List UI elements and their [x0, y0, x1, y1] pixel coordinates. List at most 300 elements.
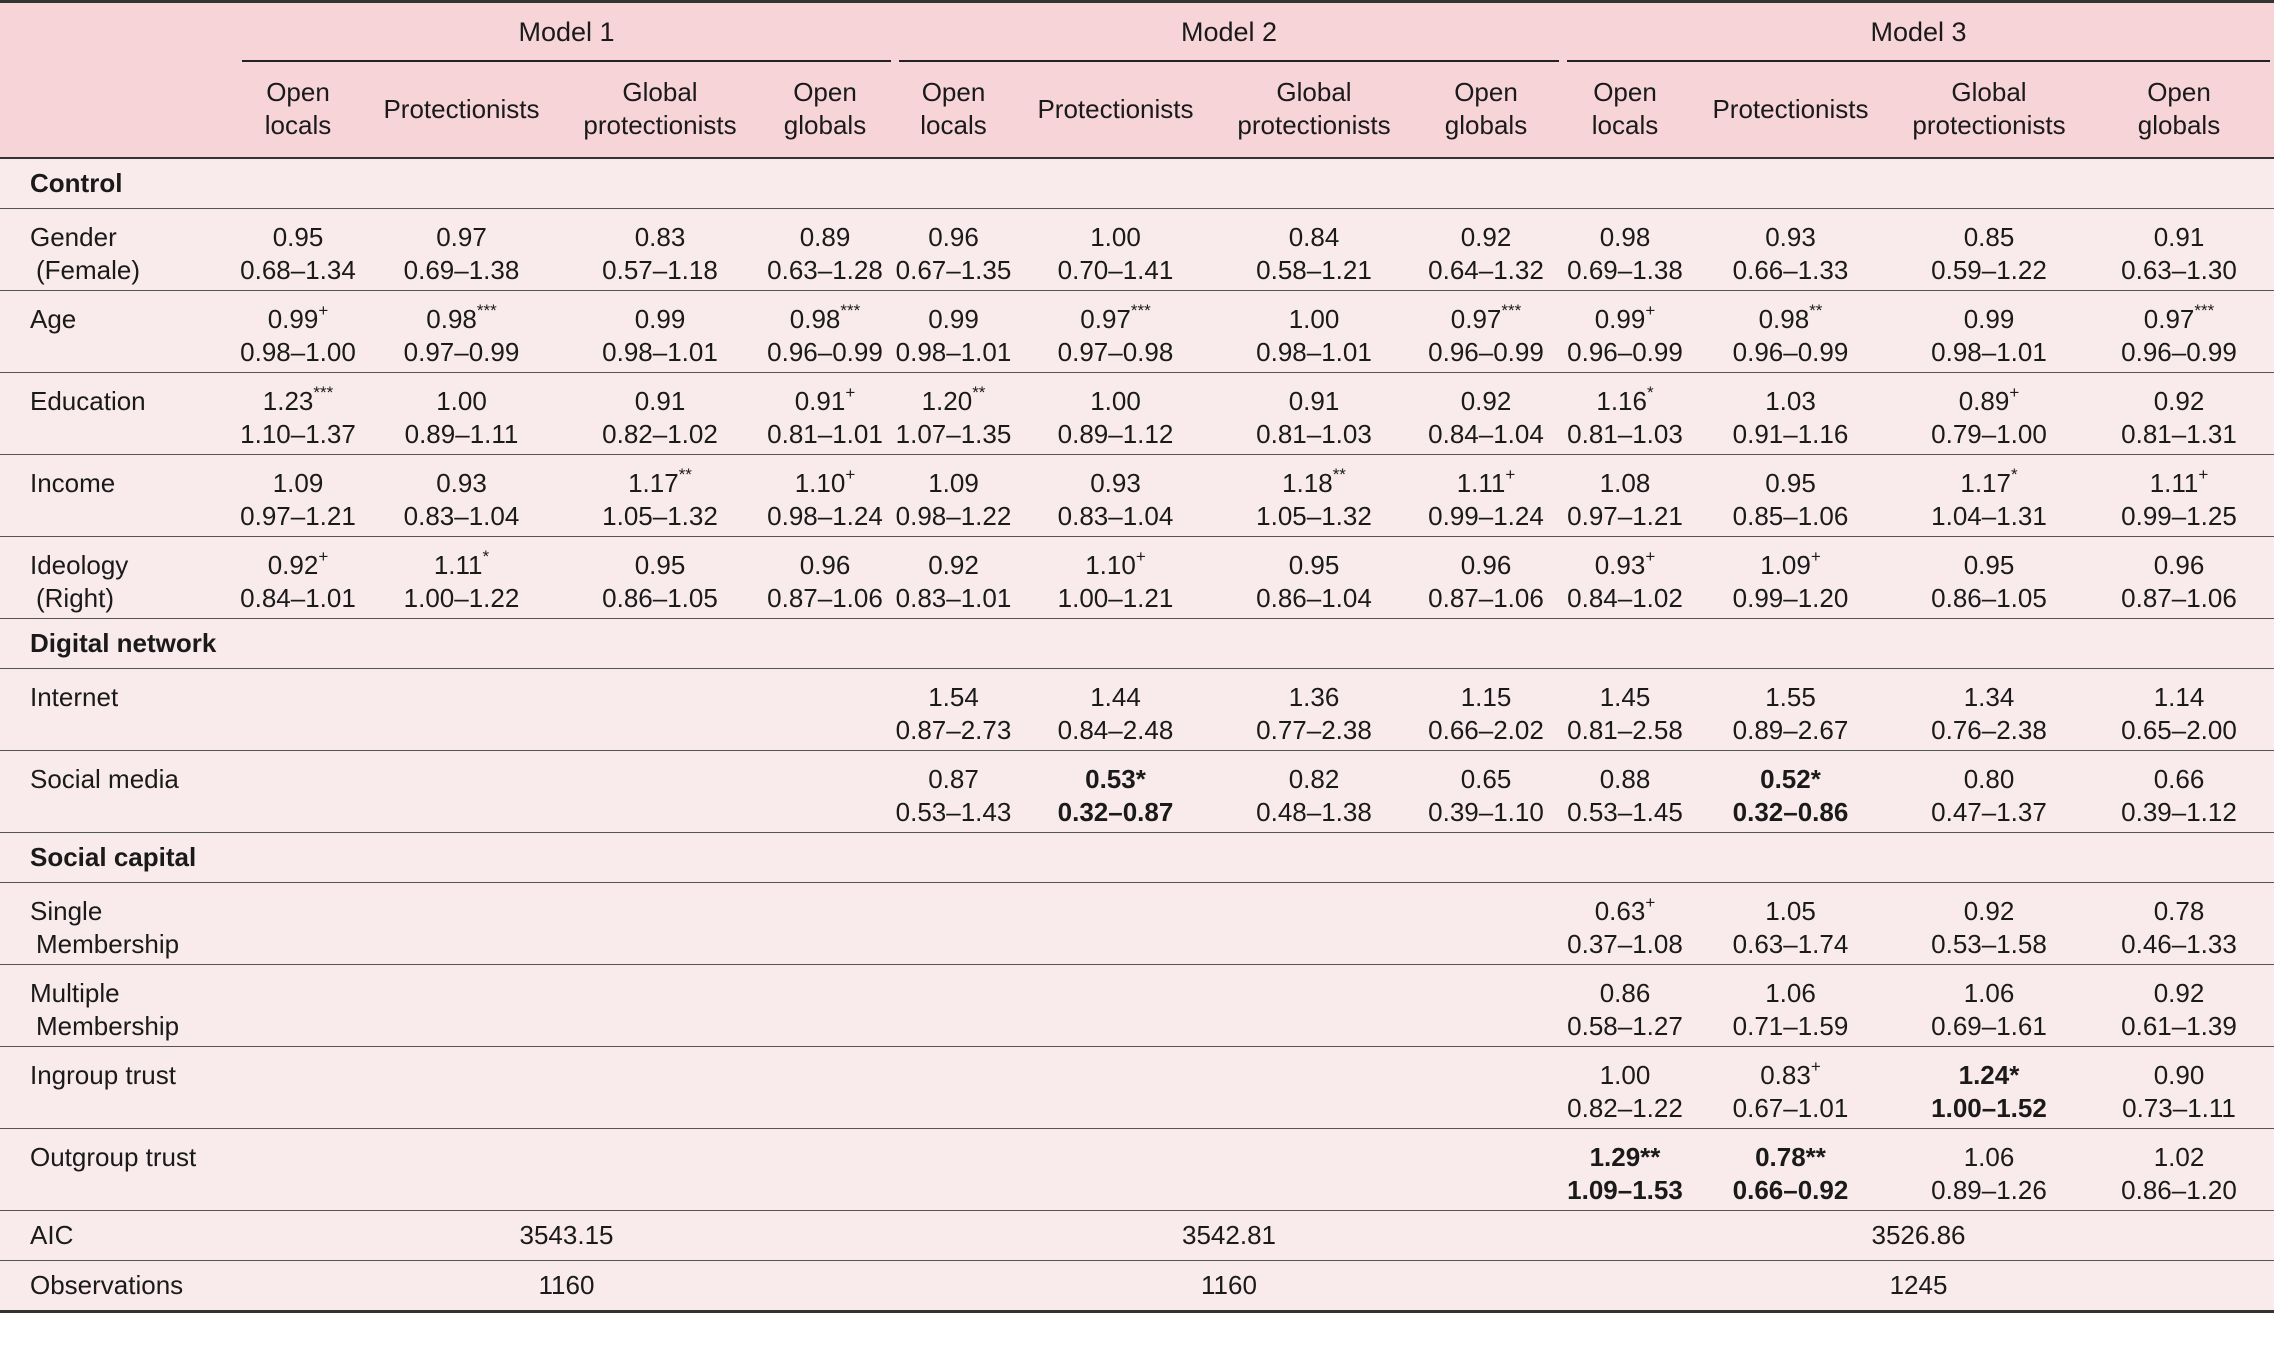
cell-estimate — [1894, 681, 2084, 714]
estimate-value: 0.98 — [426, 304, 477, 334]
significance-marker: + — [1645, 301, 1656, 321]
table-cell — [895, 965, 1012, 1047]
estimate-value: 0.97 — [436, 222, 487, 252]
table-cell — [1894, 965, 2084, 1047]
cell-estimate — [358, 385, 565, 418]
confidence-interval: 0.76–2.38 — [1931, 715, 2047, 745]
cell-estimate — [1409, 763, 1563, 796]
estimate-value: 1.15 — [1460, 682, 1512, 712]
stat-value: 3526.86 — [1563, 1211, 2274, 1261]
significance-marker: + — [845, 383, 856, 403]
table-cell — [755, 965, 895, 1047]
table-cell — [1687, 1129, 1894, 1211]
cell-estimate — [1219, 303, 1409, 336]
confidence-interval: 0.86–1.04 — [1256, 583, 1372, 613]
estimate-value: 0.92 — [2153, 386, 2205, 416]
table-cell — [238, 291, 358, 373]
table-cell — [358, 537, 565, 619]
table-header — [0, 2, 2274, 159]
table-cell — [1409, 537, 1563, 619]
section-title: Social capital — [0, 833, 2274, 883]
row-label — [0, 373, 238, 455]
table-cell — [565, 965, 755, 1047]
table-cell — [755, 209, 895, 291]
estimate-value: 0.53 — [1085, 764, 1136, 794]
significance-marker: *** — [1501, 301, 1522, 321]
table-row — [0, 965, 2274, 1047]
table-cell — [358, 1129, 565, 1211]
cell-estimate — [1563, 549, 1687, 582]
table-cell — [895, 537, 1012, 619]
estimate-value: 1.05 — [1765, 896, 1816, 926]
estimate-value: 0.97 — [1080, 304, 1131, 334]
table-cell — [1563, 751, 1687, 833]
table-cell — [1894, 455, 2084, 537]
estimate-value: 1.08 — [1599, 468, 1651, 498]
row-label-line: Age — [30, 304, 77, 334]
cell-estimate — [1012, 681, 1219, 714]
confidence-interval: 1.00–1.22 — [403, 583, 520, 613]
table-cell — [1012, 669, 1219, 751]
cell-estimate — [1894, 763, 2084, 796]
estimate-value: 0.93 — [1090, 468, 1141, 498]
confidence-interval: 0.70–1.41 — [1057, 255, 1174, 285]
estimate-value: 1.10 — [1085, 550, 1136, 580]
confidence-interval: 0.63–1.30 — [2121, 255, 2237, 285]
confidence-interval: 0.37–1.08 — [1567, 929, 1683, 959]
confidence-interval: 0.81–2.58 — [1567, 715, 1683, 745]
table-cell — [238, 373, 358, 455]
confidence-interval: 0.81–1.03 — [1256, 419, 1372, 449]
cell-estimate — [1687, 1141, 1894, 1174]
row-label — [0, 1047, 238, 1129]
estimate-value: 0.90 — [2153, 1060, 2205, 1090]
estimate-value: 1.11 — [2149, 468, 2199, 498]
table-cell — [238, 965, 358, 1047]
table-cell — [238, 537, 358, 619]
column-header — [238, 61, 358, 158]
estimate-value: 0.83 — [634, 222, 686, 252]
estimate-value: 0.92 — [2153, 978, 2205, 1008]
table-cell — [1012, 455, 1219, 537]
confidence-interval: 1.04–1.31 — [1931, 501, 2047, 531]
table-cell — [895, 209, 1012, 291]
table-cell — [1563, 373, 1687, 455]
cell-estimate — [358, 221, 565, 254]
table-cell — [895, 669, 1012, 751]
confidence-interval: 0.71–1.59 — [1732, 1011, 1849, 1041]
confidence-interval: 0.73–1.11 — [2122, 1093, 2236, 1123]
table-cell — [755, 291, 895, 373]
table-cell — [2084, 455, 2274, 537]
table-cell — [238, 751, 358, 833]
estimate-value: 0.96 — [2153, 550, 2205, 580]
table-cell — [358, 209, 565, 291]
confidence-interval: 0.97–0.98 — [1057, 337, 1174, 367]
table-cell — [1687, 209, 1894, 291]
cell-estimate — [755, 221, 895, 254]
confidence-interval: 0.89–2.67 — [1732, 715, 1849, 745]
cell-estimate — [565, 303, 755, 336]
table-cell — [1409, 373, 1563, 455]
table-row — [0, 373, 2274, 455]
row-label — [0, 1129, 238, 1211]
column-header-line: locals — [1591, 110, 1659, 140]
row-label-line: Single — [30, 896, 103, 926]
cell-estimate — [895, 549, 1012, 582]
table-cell — [1894, 209, 2084, 291]
cell-estimate — [2084, 467, 2274, 500]
confidence-interval: 0.69–1.38 — [1567, 255, 1683, 285]
cell-estimate — [2084, 385, 2274, 418]
confidence-interval: 0.99–1.20 — [1732, 583, 1849, 613]
table-cell — [895, 1129, 1012, 1211]
table-cell — [1894, 373, 2084, 455]
table-row — [0, 751, 2274, 833]
table-cell — [1012, 965, 1219, 1047]
cell-estimate — [358, 549, 565, 582]
column-header-line: globals — [783, 110, 867, 140]
estimate-value: 0.97 — [1450, 304, 1502, 334]
cell-estimate — [1012, 221, 1219, 254]
column-header-row — [0, 61, 2274, 158]
table-cell — [1409, 209, 1563, 291]
significance-marker: + — [318, 301, 329, 321]
column-header — [1409, 61, 1563, 158]
confidence-interval: 0.89–1.11 — [404, 419, 519, 449]
estimate-value: 0.88 — [1599, 764, 1651, 794]
estimate-value: 1.20 — [921, 386, 973, 416]
confidence-interval: 0.97–1.21 — [240, 501, 356, 531]
estimate-value: 1.02 — [2153, 1142, 2205, 1172]
row-label-line: Ideology — [30, 550, 129, 580]
estimate-value: 0.96 — [799, 550, 851, 580]
significance-marker: + — [2198, 465, 2209, 485]
confidence-interval: 0.81–1.03 — [1567, 419, 1683, 449]
cell-estimate — [1409, 467, 1563, 500]
table-cell — [755, 669, 895, 751]
cell-estimate — [1687, 681, 1894, 714]
cell-estimate — [1219, 385, 1409, 418]
confidence-interval: 0.98–1.22 — [895, 501, 1012, 531]
confidence-interval: 0.39–1.10 — [1428, 797, 1544, 827]
row-label — [0, 883, 238, 965]
confidence-interval: 0.96–0.99 — [1732, 337, 1849, 367]
table-cell — [1012, 537, 1219, 619]
table-cell — [755, 537, 895, 619]
table-row — [0, 291, 2274, 373]
stat-value: 1160 — [238, 1261, 895, 1312]
column-header — [1894, 61, 2084, 158]
cell-estimate — [358, 303, 565, 336]
row-label — [0, 209, 238, 291]
estimate-value: 0.83 — [1760, 1060, 1811, 1090]
cell-estimate — [895, 221, 1012, 254]
column-header-line: Open — [793, 77, 857, 107]
estimate-value: 1.00 — [1599, 1060, 1651, 1090]
section-header-row — [0, 158, 2274, 209]
stat-label: AIC — [0, 1211, 238, 1261]
table-cell — [1219, 455, 1409, 537]
confidence-interval: 0.98–1.01 — [602, 337, 718, 367]
cell-estimate — [895, 763, 1012, 796]
estimate-value: 0.78 — [1755, 1142, 1806, 1172]
significance-marker: + — [318, 547, 329, 567]
confidence-interval: 0.81–1.31 — [2121, 419, 2237, 449]
table-cell — [2084, 669, 2274, 751]
estimate-value: 0.78 — [2153, 896, 2205, 926]
significance-marker: * — [1810, 764, 1821, 794]
cell-estimate — [1687, 763, 1894, 796]
confidence-interval: 0.67–1.35 — [895, 255, 1012, 285]
table-cell — [1409, 455, 1563, 537]
cell-estimate — [755, 385, 895, 418]
confidence-interval: 0.99–1.24 — [1428, 501, 1544, 531]
column-header-line: Global — [1951, 77, 2027, 107]
model-label: Model 3 — [1870, 16, 1967, 47]
estimate-value: 0.99 — [1963, 304, 2015, 334]
estimate-value: 0.91 — [1288, 386, 1340, 416]
estimate-value: 0.98 — [789, 304, 841, 334]
cell-estimate — [2084, 1059, 2274, 1092]
table-cell — [358, 669, 565, 751]
estimate-value: 0.99 — [634, 304, 686, 334]
cell-estimate — [238, 221, 358, 254]
row-label — [0, 669, 238, 751]
estimate-value: 0.89 — [799, 222, 851, 252]
estimate-value: 1.55 — [1765, 682, 1816, 712]
table-cell — [358, 455, 565, 537]
confidence-interval: 1.00–1.52 — [1931, 1093, 2047, 1123]
cell-estimate — [895, 385, 1012, 418]
table-cell — [1219, 1129, 1409, 1211]
confidence-interval: 0.63–1.28 — [767, 255, 883, 285]
column-header-line: Open — [1593, 77, 1657, 107]
table-cell — [565, 883, 755, 965]
estimate-value: 1.00 — [1090, 222, 1141, 252]
significance-marker: *** — [840, 301, 861, 321]
table-cell — [1687, 751, 1894, 833]
cell-estimate — [1219, 467, 1409, 500]
table-cell — [1563, 455, 1687, 537]
cell-estimate — [1409, 549, 1563, 582]
table-row — [0, 209, 2274, 291]
confidence-interval: 0.96–0.99 — [767, 337, 883, 367]
estimate-value: 0.87 — [928, 764, 979, 794]
confidence-interval: 0.47–1.37 — [1931, 797, 2047, 827]
estimate-value: 0.82 — [1288, 764, 1340, 794]
table-cell — [565, 669, 755, 751]
table-cell — [1687, 1047, 1894, 1129]
cell-estimate — [1563, 895, 1687, 928]
table-cell — [1687, 669, 1894, 751]
table-cell — [565, 209, 755, 291]
row-label-line: Social media — [30, 764, 179, 794]
model-label: Model 1 — [518, 16, 615, 47]
significance-marker: *** — [313, 383, 334, 403]
table-cell — [2084, 1129, 2274, 1211]
confidence-interval: 0.83–1.04 — [1057, 501, 1174, 531]
cell-estimate — [895, 681, 1012, 714]
confidence-interval: 0.66–0.92 — [1732, 1175, 1849, 1205]
cell-estimate — [1687, 1059, 1894, 1092]
cell-estimate — [2084, 1141, 2274, 1174]
confidence-interval: 0.61–1.39 — [2121, 1011, 2237, 1041]
significance-marker: + — [1645, 547, 1656, 567]
table-cell — [358, 965, 565, 1047]
table-cell — [1687, 883, 1894, 965]
cell-estimate — [1012, 763, 1219, 796]
row-label — [0, 455, 238, 537]
row-label-line: Multiple — [30, 978, 120, 1008]
significance-marker: + — [1810, 1057, 1821, 1077]
confidence-interval: 1.00–1.21 — [1057, 583, 1174, 613]
table-cell — [1409, 751, 1563, 833]
table-row — [0, 455, 2274, 537]
confidence-interval: 0.53–1.43 — [895, 797, 1012, 827]
estimate-value: 0.99 — [267, 304, 319, 334]
table-cell — [238, 669, 358, 751]
table-cell — [1012, 209, 1219, 291]
table-cell — [1219, 1047, 1409, 1129]
table-cell — [1563, 537, 1687, 619]
significance-marker: * — [1135, 764, 1146, 794]
cell-estimate — [1894, 467, 2084, 500]
confidence-interval: 0.66–2.02 — [1428, 715, 1544, 745]
cell-estimate — [1687, 467, 1894, 500]
table-cell — [2084, 883, 2274, 965]
table-cell — [358, 291, 565, 373]
table-cell — [2084, 1047, 2274, 1129]
row-label-line: Gender — [30, 222, 117, 252]
confidence-interval: 0.91–1.16 — [1732, 419, 1849, 449]
table-cell — [1894, 1129, 2084, 1211]
estimate-value: 1.16 — [1596, 386, 1647, 416]
estimate-value: 1.00 — [1288, 304, 1340, 334]
cell-estimate — [1219, 763, 1409, 796]
confidence-interval: 0.87–1.06 — [767, 583, 883, 613]
estimate-value: 0.93 — [1765, 222, 1816, 252]
table-cell — [1219, 669, 1409, 751]
confidence-interval: 0.83–1.04 — [403, 501, 520, 531]
table-row — [0, 883, 2274, 965]
estimate-value: 0.96 — [928, 222, 979, 252]
confidence-interval: 0.84–1.02 — [1567, 583, 1683, 613]
significance-marker: + — [1505, 465, 1516, 485]
table-cell — [1894, 883, 2084, 965]
confidence-interval: 0.89–1.26 — [1931, 1175, 2047, 1205]
table-cell — [1894, 669, 2084, 751]
cell-estimate — [1894, 1059, 2084, 1092]
table-cell — [755, 751, 895, 833]
significance-marker: * — [2009, 1060, 2020, 1090]
significance-marker: *** — [476, 301, 497, 321]
table-cell — [1012, 373, 1219, 455]
header-blank-cell — [0, 2, 238, 62]
column-header-line: Protectionists — [383, 93, 540, 124]
table-cell — [1219, 537, 1409, 619]
estimate-value: 0.89 — [1958, 386, 2010, 416]
column-header — [1219, 61, 1409, 158]
cell-estimate — [238, 549, 358, 582]
significance-marker: ** — [1809, 301, 1823, 321]
significance-marker: + — [845, 465, 856, 485]
table-cell — [358, 1047, 565, 1129]
table-cell — [2084, 291, 2274, 373]
estimate-value: 1.06 — [1765, 978, 1816, 1008]
table-cell — [1563, 291, 1687, 373]
estimate-value: 0.92 — [1460, 386, 1512, 416]
cell-estimate — [1409, 681, 1563, 714]
estimate-value: 0.91 — [794, 386, 846, 416]
cell-estimate — [1687, 385, 1894, 418]
table-cell — [565, 1047, 755, 1129]
table-cell — [1687, 291, 1894, 373]
cell-estimate — [238, 467, 358, 500]
cell-estimate — [1012, 385, 1219, 418]
row-label-line: (Female) — [36, 255, 141, 285]
table-cell — [1687, 965, 1894, 1047]
section-title: Digital network — [0, 619, 2274, 669]
estimate-value: 1.09 — [1760, 550, 1811, 580]
significance-marker: * — [482, 547, 490, 567]
row-label — [0, 537, 238, 619]
significance-marker: + — [2009, 383, 2020, 403]
table-cell — [565, 537, 755, 619]
column-header — [755, 61, 895, 158]
confidence-interval: 0.86–1.05 — [1931, 583, 2047, 613]
estimate-value: 1.29 — [1589, 1142, 1641, 1172]
table-cell — [565, 373, 755, 455]
cell-estimate — [565, 221, 755, 254]
cell-estimate — [238, 385, 358, 418]
confidence-interval: 0.46–1.33 — [2121, 929, 2237, 959]
estimate-value: 0.63 — [1594, 896, 1646, 926]
table-cell — [755, 455, 895, 537]
confidence-interval: 0.58–1.27 — [1567, 1011, 1683, 1041]
table-cell — [2084, 965, 2274, 1047]
stat-label: Observations — [0, 1261, 238, 1312]
table-cell — [1012, 1047, 1219, 1129]
cell-estimate — [1563, 1141, 1687, 1174]
column-header — [565, 61, 755, 158]
estimate-value: 0.95 — [1288, 550, 1340, 580]
cell-estimate — [2084, 549, 2274, 582]
table-row — [0, 669, 2274, 751]
confidence-interval: 0.96–0.99 — [1567, 337, 1683, 367]
table-cell — [565, 455, 755, 537]
cell-estimate — [1219, 549, 1409, 582]
table-cell — [1563, 209, 1687, 291]
cell-estimate — [2084, 763, 2274, 796]
estimate-value: 0.95 — [634, 550, 686, 580]
table-cell — [2084, 373, 2274, 455]
confidence-interval: 0.97–1.21 — [1567, 501, 1683, 531]
confidence-interval: 1.05–1.32 — [1256, 501, 1372, 531]
cell-estimate — [1894, 549, 2084, 582]
row-label — [0, 965, 238, 1047]
cell-estimate — [1563, 221, 1687, 254]
estimate-value: 1.17 — [628, 468, 679, 498]
confidence-interval: 0.98–1.01 — [895, 337, 1012, 367]
confidence-interval: 0.98–1.01 — [1931, 337, 2047, 367]
row-label-line: Membership — [36, 1011, 180, 1041]
significance-marker: ** — [1640, 1142, 1661, 1172]
confidence-interval: 0.84–2.48 — [1057, 715, 1174, 745]
cell-estimate — [755, 549, 895, 582]
estimate-value: 1.11 — [1456, 468, 1506, 498]
model-header-3 — [1563, 2, 2274, 62]
